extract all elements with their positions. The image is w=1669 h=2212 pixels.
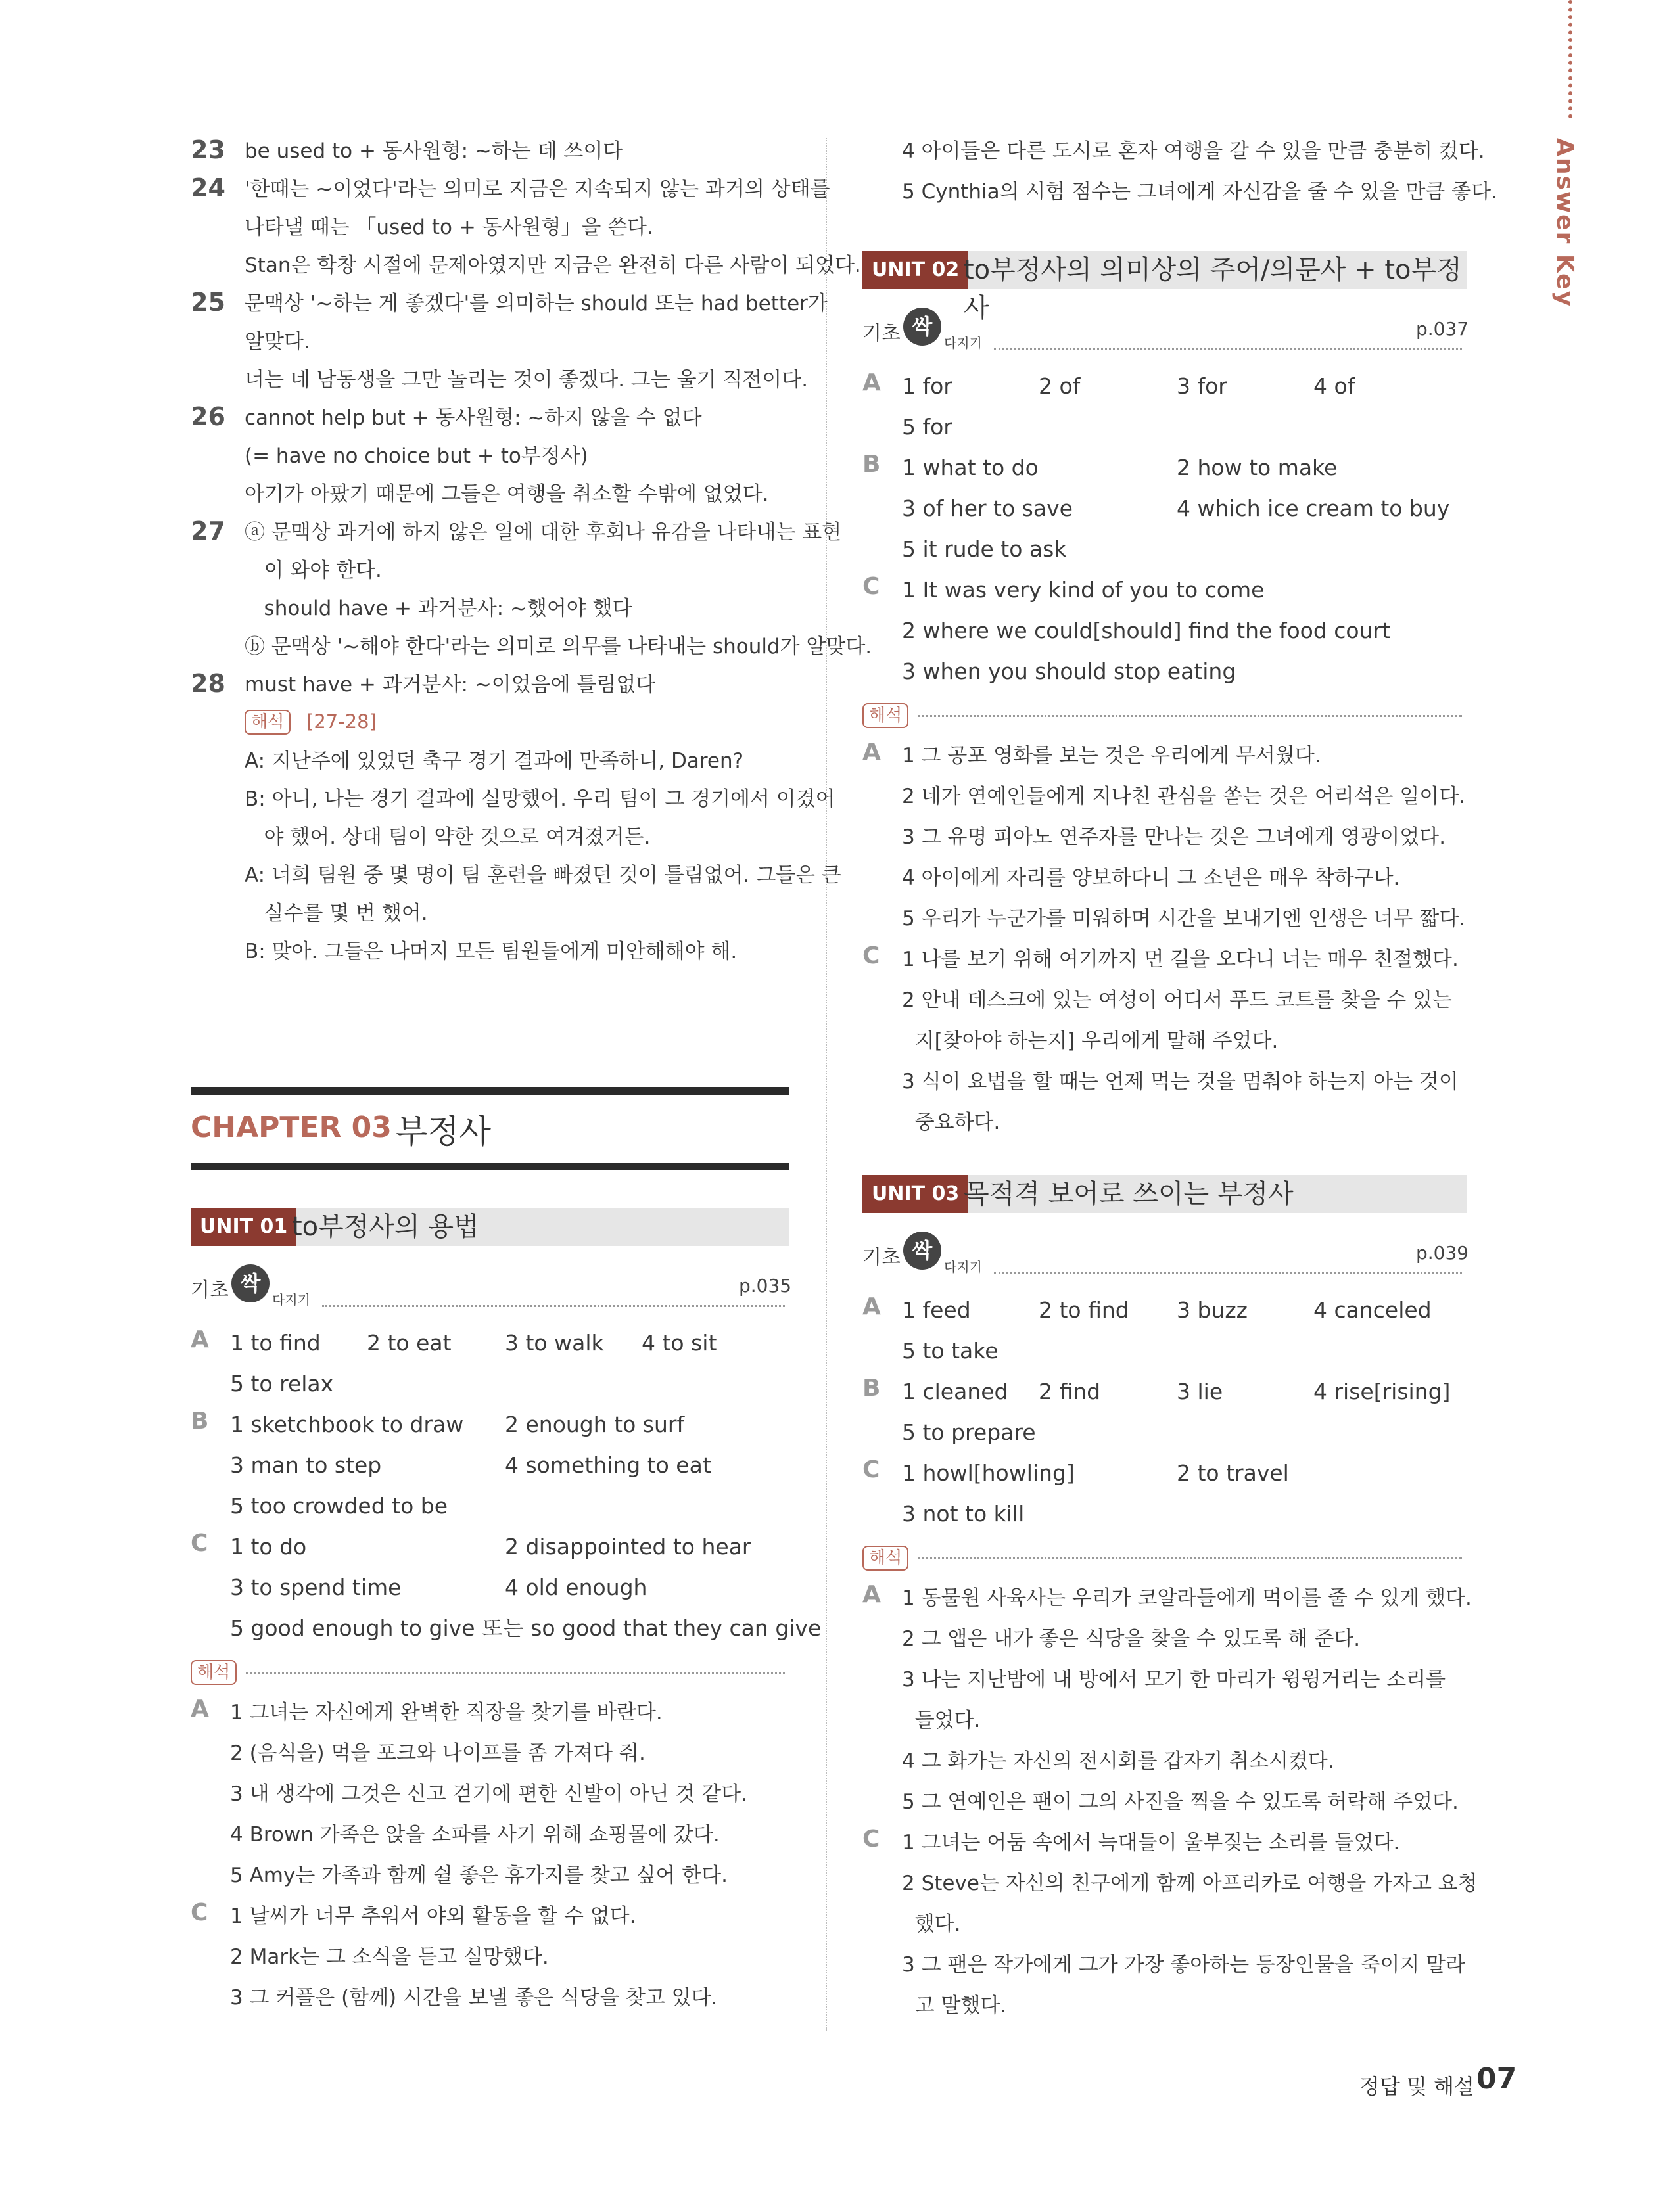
- item-number: 25: [191, 288, 225, 317]
- interp-line: 3 식이 요법을 할 때는 언제 먹는 것을 멈춰야 하는지 아는 것이: [902, 1070, 1459, 1094]
- item-number: 27: [191, 517, 225, 545]
- answer-item: 4 which ice cream to buy: [1177, 495, 1450, 521]
- section-letter-B: B: [191, 1408, 209, 1435]
- interp-line: 3 내 생각에 그것은 신고 걷기에 편한 신발이 아닌 것 같다.: [230, 1782, 747, 1806]
- unit-03-header: [862, 1175, 1467, 1213]
- unit-title: to부정사의 용법: [292, 1212, 479, 1242]
- page-ref: p.035: [739, 1275, 792, 1297]
- dialog-line: 야 했어. 상대 팀이 약한 것으로 여겨졌거든.: [245, 825, 651, 849]
- interp-line: 1 그녀는 자신에게 완벽한 직장을 찾기를 바란다.: [230, 1701, 663, 1724]
- basic-label: 기초: [191, 1279, 229, 1302]
- interp-line: 했다.: [902, 1912, 961, 1936]
- section-letter-A: A: [862, 369, 881, 396]
- answer-item: 1 feed: [902, 1297, 971, 1323]
- item-line: 너는 네 남동생을 그만 놀리는 것이 좋겠다. 그는 울기 직전이다.: [245, 368, 809, 392]
- interp-line: 4 Brown 가족은 앉을 소파를 사기 위해 쇼핑몰에 갔다.: [230, 1823, 720, 1847]
- dotted-rule: [322, 1305, 785, 1307]
- interp-line: 2 Mark는 그 소식을 듣고 실망했다.: [230, 1945, 549, 1969]
- answer-item: 4 to sit: [642, 1330, 717, 1356]
- section-letter-A: A: [191, 1695, 209, 1722]
- basic-label: 기초: [862, 322, 901, 345]
- item-line: must have + 과거분사: ~이었음에 틀림없다: [245, 673, 656, 697]
- interp-line: 5 Cynthia의 시험 점수는 그녀에게 자신감을 줄 수 있을 만큼 좋다.: [902, 180, 1497, 204]
- answer-item: 2 how to make: [1177, 455, 1338, 480]
- page-ref: p.039: [1416, 1242, 1469, 1264]
- section-letter-B: B: [862, 1375, 881, 1402]
- interp-line: 4 아이들은 다른 도시로 혼자 여행을 갈 수 있을 만큼 충분히 컸다.: [902, 139, 1485, 163]
- answer-item: 1 sketchbook to draw: [230, 1412, 464, 1437]
- chapter-title: 부정사: [396, 1113, 491, 1151]
- interp-line: 5 Amy는 가족과 함께 쉴 좋은 휴가지를 찾고 싶어 한다.: [230, 1864, 728, 1887]
- footer-label: 정답 및 해설: [1359, 2074, 1474, 2099]
- dotted-rule: [918, 1557, 1462, 1559]
- answer-item: 2 of: [1039, 373, 1081, 399]
- answer-item: 5 to prepare: [902, 1419, 1036, 1445]
- basic-label: 기초: [862, 1246, 901, 1269]
- interp-line: 3 나는 지난밤에 내 방에서 모기 한 마리가 윙윙거리는 소리를: [902, 1668, 1446, 1692]
- unit-badge: UNIT 03: [862, 1175, 968, 1213]
- interp-line: 2 안내 데스크에 있는 여성이 어디서 푸드 코트를 찾을 수 있는: [902, 988, 1452, 1012]
- answer-item: 5 it rude to ask: [902, 536, 1067, 562]
- section-letter-B: B: [862, 451, 881, 478]
- column-divider: [826, 138, 827, 2031]
- interpretation-tag: 해석: [245, 710, 291, 735]
- item-line: 이 와야 한다.: [245, 559, 382, 582]
- interp-line: 1 그 공포 영화를 보는 것은 우리에게 무서웠다.: [902, 744, 1321, 768]
- answer-item: 2 where we could[should] find the food court: [902, 618, 1391, 643]
- item-number: 28: [191, 669, 225, 698]
- answer-item: 4 of: [1313, 373, 1355, 399]
- section-letter-A: A: [862, 1293, 881, 1320]
- item-line: cannot help but + 동사원형: ~하지 않을 수 없다: [245, 406, 702, 430]
- interp-line: 3 그 유명 피아노 연주자를 만나는 것은 그녀에게 영광이었다.: [902, 825, 1446, 849]
- answer-item: 3 lie: [1177, 1379, 1223, 1404]
- interp-line: 4 그 화가는 자신의 전시회를 갑자기 취소시켰다.: [902, 1749, 1334, 1773]
- interpretation-tag: 해석: [862, 1546, 908, 1571]
- ssak-icon: 싹: [903, 308, 941, 346]
- answer-item: 1 cleaned: [902, 1379, 1008, 1404]
- ssak-icon: 싹: [903, 1232, 941, 1270]
- answer-item: 2 to eat: [367, 1330, 452, 1356]
- section-letter-A: A: [862, 1581, 881, 1608]
- interp-line: 4 아이에게 자리를 양보하다니 그 소년은 매우 착하구나.: [902, 866, 1400, 890]
- answer-item: 5 to relax: [230, 1371, 334, 1396]
- interp-line: 1 날씨가 너무 추워서 야외 활동을 할 수 없다.: [230, 1904, 636, 1928]
- interp-line: 3 그 팬은 작가에게 그가 가장 좋아하는 등장인물을 죽이지 말라: [902, 1953, 1466, 1977]
- chapter-rule-top: [191, 1087, 789, 1095]
- answer-item: 5 too crowded to be: [230, 1493, 448, 1519]
- answer-item: 1 to do: [230, 1534, 307, 1559]
- answer-item: 2 to travel: [1177, 1460, 1289, 1486]
- answer-item: 4 canceled: [1313, 1297, 1432, 1323]
- section-letter-C: C: [862, 1456, 880, 1483]
- dotted-rule: [918, 715, 1462, 717]
- answer-item: 1 for: [902, 373, 952, 399]
- answer-item: 5 good enough to give 또는 so good that they can give: [230, 1615, 822, 1641]
- section-letter-A: A: [191, 1326, 209, 1353]
- interpretation-tag: 해석: [191, 1660, 237, 1685]
- item-line: Stan은 학창 시절에 문제아였지만 지금은 완전히 다른 사람이 되었다.: [245, 254, 861, 277]
- item-number: 24: [191, 173, 225, 202]
- answer-item: 3 when you should stop eating: [902, 658, 1236, 684]
- answer-item: 1 what to do: [902, 455, 1039, 480]
- section-letter-C: C: [862, 942, 880, 969]
- item-number: 26: [191, 402, 225, 431]
- dialog-line: B: 맞아. 그들은 나머지 모든 팀원들에게 미안해해야 해.: [245, 940, 738, 963]
- dialog-line: A: 지난주에 있었던 축구 경기 결과에 만족하니, Daren?: [245, 749, 744, 773]
- item-line: 문맥상 '~하는 게 좋겠다'를 의미하는 should 또는 had better가: [245, 292, 828, 315]
- section-letter-C: C: [191, 1530, 208, 1557]
- dotted-rule: [994, 348, 1462, 350]
- unit-02-header: [862, 251, 1467, 323]
- item-line: ⓐ 문맥상 과거에 하지 않은 일에 대한 후회나 유감을 나타내는 표현: [245, 520, 842, 544]
- unit-badge: UNIT 02: [862, 251, 968, 289]
- interp-line: 1 나를 보기 위해 여기까지 먼 길을 오다니 너는 매우 친절했다.: [902, 948, 1459, 971]
- interp-line: 2 Steve는 자신의 친구에게 함께 아프리카로 여행을 가자고 요청: [902, 1872, 1478, 1895]
- answer-item: 4 rise[rising]: [1313, 1379, 1451, 1404]
- answer-item: 3 to spend time: [230, 1575, 402, 1600]
- dialog-line: A: 너희 팀원 중 몇 명이 팀 훈련을 빠졌던 것이 틀림없어. 그들은 큰: [245, 864, 841, 887]
- answer-item: 3 to walk: [505, 1330, 604, 1356]
- dotted-rule: [246, 1672, 785, 1674]
- interp-line: 고 말했다.: [902, 1994, 1007, 2017]
- interp-line: 2 네가 연예인들에게 지나친 관심을 쏟는 것은 어리석은 일이다.: [902, 785, 1466, 808]
- answer-item: 5 for: [902, 414, 952, 440]
- page-number: 07: [1476, 2062, 1517, 2096]
- interpretation-range: [27-28]: [306, 710, 377, 733]
- answer-item: 3 man to step: [230, 1452, 382, 1478]
- item-line: should have + 과거분사: ~했어야 했다: [245, 597, 632, 620]
- interp-line: 3 그 커플은 (함께) 시간을 보낼 좋은 식당을 찾고 있다.: [230, 1986, 718, 2010]
- answer-item: 2 find: [1039, 1379, 1101, 1404]
- side-label: Answer Key: [1551, 138, 1578, 308]
- answer-item: 1 to find: [230, 1330, 321, 1356]
- answer-item: 1 howl[howling]: [902, 1460, 1075, 1486]
- interp-line: 1 그녀는 어둠 속에서 늑대들이 울부짖는 소리를 들었다.: [902, 1831, 1400, 1855]
- section-letter-C: C: [191, 1899, 208, 1926]
- answer-item: 4 something to eat: [505, 1452, 711, 1478]
- dialog-line: B: 아니, 나는 경기 결과에 실망했어. 우리 팀이 그 경기에서 이겼어: [245, 787, 835, 811]
- interp-line: 5 그 연예인은 팬이 그의 사진을 찍을 수 있도록 허락해 주었다.: [902, 1790, 1459, 1814]
- item-line: 나타낼 때는 「used to + 동사원형」을 쓴다.: [245, 216, 653, 239]
- item-number: 23: [191, 135, 225, 164]
- answer-item: 2 disappointed to hear: [505, 1534, 751, 1559]
- interp-line: 2 그 앱은 내가 좋은 식당을 찾을 수 있도록 해 준다.: [902, 1627, 1361, 1651]
- daji-label: 다지기: [944, 335, 982, 351]
- page-ref: p.037: [1416, 318, 1469, 340]
- item-line: '한때는 ~이었다'라는 의미로 지금은 지속되지 않는 과거의 상태를: [245, 177, 830, 201]
- item-line: be used to + 동사원형: ~하는 데 쓰이다: [245, 139, 623, 163]
- interp-line: 2 (음식을) 먹을 포크와 나이프를 좀 가져다 줘.: [230, 1741, 646, 1765]
- section-letter-A: A: [862, 739, 881, 766]
- chapter-rule-bottom: [191, 1163, 789, 1170]
- answer-item: 3 for: [1177, 373, 1227, 399]
- unit-01-header: [191, 1208, 789, 1246]
- daji-label: 다지기: [944, 1259, 982, 1275]
- section-letter-C: C: [862, 573, 880, 600]
- item-line: ⓑ 문맥상 '~해야 한다'라는 의미로 의무를 나타내는 should가 알맞다.: [245, 635, 872, 658]
- item-line: 아기가 아팠기 때문에 그들은 여행을 취소할 수밖에 없었다.: [245, 482, 769, 506]
- unit-title: 목적격 보어로 쓰이는 부정사: [964, 1179, 1294, 1209]
- answer-item: 5 to take: [902, 1338, 999, 1364]
- item-line: 알맞다.: [245, 330, 310, 354]
- interp-line: 5 우리가 누군가를 미워하며 시간을 보내기엔 인생은 너무 짧다.: [902, 907, 1466, 931]
- answer-item: 3 of her to save: [902, 495, 1073, 521]
- answer-item: 4 old enough: [505, 1575, 647, 1600]
- side-dotted-rule: [1568, 0, 1572, 118]
- item-line: (= have no choice but + to부정사): [245, 444, 588, 468]
- answer-item: 1 It was very kind of you to come: [902, 577, 1265, 603]
- interpretation-tag: 해석: [862, 703, 908, 728]
- answer-item: 2 enough to surf: [505, 1412, 685, 1437]
- answer-item: 3 buzz: [1177, 1297, 1248, 1323]
- dialog-line: 실수를 몇 번 했어.: [245, 902, 428, 925]
- answer-item: 2 to find: [1039, 1297, 1129, 1323]
- ssak-icon: 싹: [231, 1264, 270, 1302]
- interp-line: 지[찾아야 하는지] 우리에게 말해 주었다.: [902, 1029, 1279, 1053]
- answer-item: 3 not to kill: [902, 1501, 1025, 1527]
- interp-line: 중요하다.: [902, 1111, 1000, 1134]
- unit-title: to부정사의 의미상의 주어/의문사 + to부정사: [964, 255, 1462, 323]
- interp-line: 들었다.: [902, 1709, 981, 1732]
- interp-line: 1 동물원 사육사는 우리가 코알라들에게 먹이를 줄 수 있게 했다.: [902, 1586, 1472, 1610]
- section-letter-C: C: [862, 1826, 880, 1853]
- dotted-rule: [994, 1272, 1462, 1274]
- daji-label: 다지기: [272, 1292, 310, 1308]
- unit-badge: UNIT 01: [191, 1208, 296, 1246]
- chapter-label: CHAPTER 03: [191, 1111, 392, 1144]
